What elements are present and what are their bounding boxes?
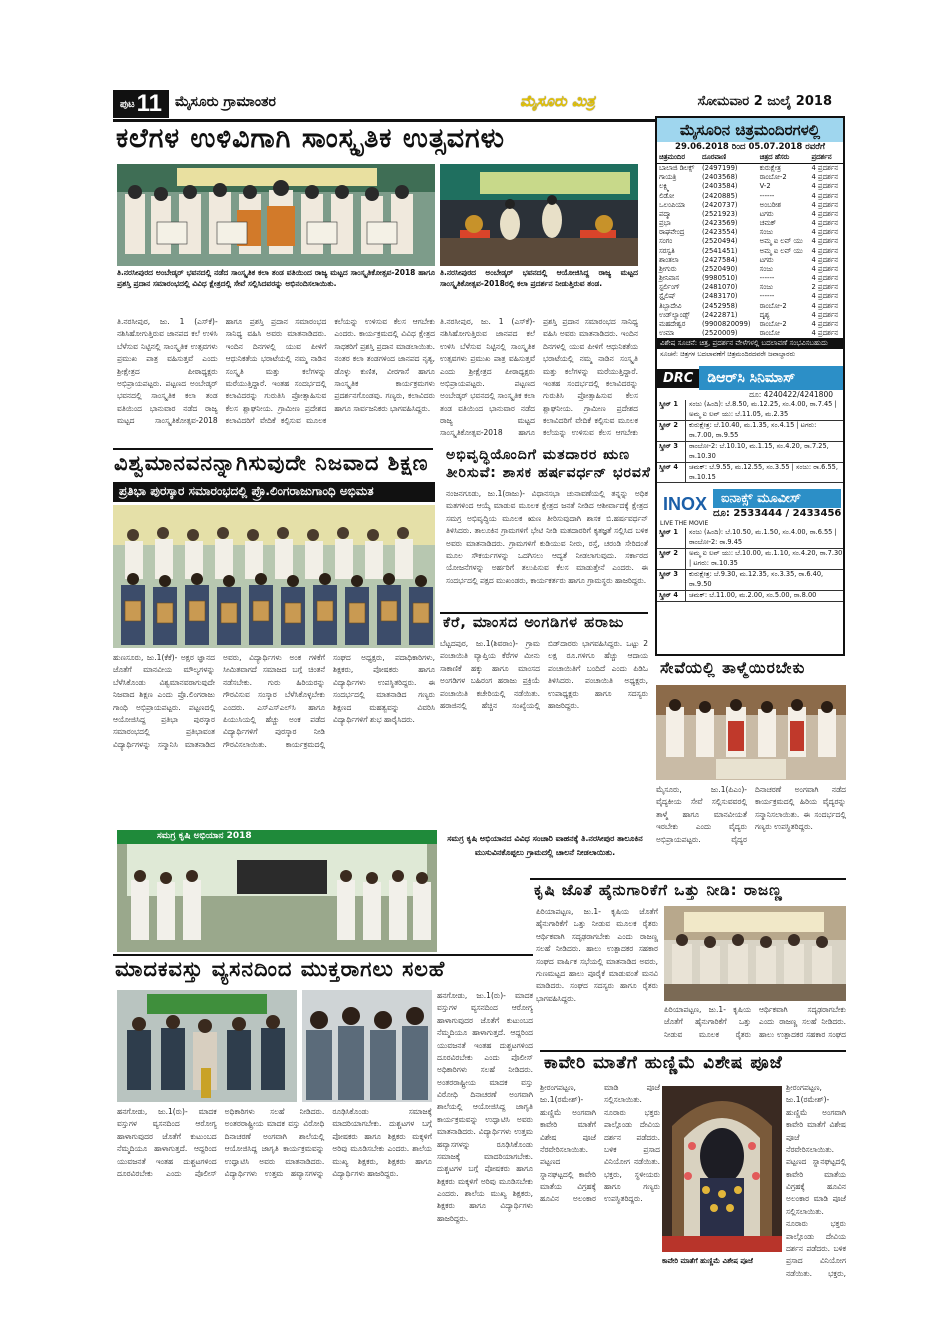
table-row: ಪದ್ಮಾ (2521923) ಟಗರು 4 ಪ್ರದರ್ಶನ [659, 209, 838, 218]
story2-body: ಹುಣಸೂರು, ಜು.1(ಕೆಕೆ)- ಅಕ್ಷರ ಜ್ಞಾನದ ಜೊತೆಗೆ ಮಾನವೀಯ ಮೌಲ್ಯಗಳನ್ನು ಬೆಳೆಸಿಕೊಂಡು ವಿಶ್ವಮಾನವರಾಗುವುದೇ ನಿಜವಾದ ಶಿಕ್ಷಣ ಎಂದು ಪ್ರೊ.ಲಿಂಗರಾಜು ಗಾಂಧಿ ಅಭಿಪ್ರಾಯಪಟ್ಟರು. ಪಟ್ಟಣದಲ್ಲಿ ಆಯೋಜಿಸಿದ್ದ ಪ್ರತಿಭಾ ಪುರಸ್ಕಾರ ಸಮಾರಂಭದಲ್ಲಿ ಪ್ರತಿಭಾವಂತ ವಿದ್ಯಾರ್ಥಿಗಳನ್ನು ಸನ್ಮಾನಿಸಿ ಮಾತನಾಡಿದ ಅವರು, ವಿದ್ಯಾರ್ಥಿಗಳು ಅಂಕ ಗಳಿಕೆಗೆ ಸೀಮಿತವಾಗದೆ ಸಮಾಜದ ಬಗ್ಗೆ ಚಿಂತನೆ ನಡೆಸಬೇಕು. ಗುರು ಹಿರಿಯರನ್ನು ಗೌರವಿಸುವ ಸಂಸ್ಕಾರ ಬೆಳೆಸಿಕೊಳ್ಳಬೇಕು ಎಂದರು. ಎಸ್‌ಎಸ್‌ಎಲ್‌ಸಿ ಹಾಗೂ ಪಿಯುಸಿಯಲ್ಲಿ ಹೆಚ್ಚು ಅಂಕ ಪಡೆದ ವಿದ್ಯಾರ್ಥಿಗಳಿಗೆ ಪುರಸ್ಕಾರ ನೀಡಿ ಗೌರವಿಸಲಾಯಿತು. ಕಾರ್ಯಕ್ರಮದಲ್ಲಿ ಸಂಘದ ಅಧ್ಯಕ್ಷರು, ಪದಾಧಿಕಾರಿಗಳು, ಶಿಕ್ಷಕರು, ಪೋಷಕರು ಹಾಗೂ ವಿದ್ಯಾರ್ಥಿಗಳು ಉಪಸ್ಥಿತರಿದ್ದರು. ಈ ಸಂದರ್ಭದಲ್ಲಿ ಮಾತನಾಡಿದ ಗಣ್ಯರು ಶಿಕ್ಷಣದ ಮಹತ್ವವನ್ನು ವಿವರಿಸಿ ವಿದ್ಯಾರ್ಥಿಗಳಿಗೆ ಶುಭ ಹಾರೈಸಿದರು. [113, 653, 435, 749]
table-row: ಲಕ್ಷ್ಮಿ (2403584) V-2 4 ಪ್ರದರ್ಶನ [659, 182, 838, 191]
story8-headline: ಕಾವೇರಿ ಮಾತೆಗೆ ಹುಣ್ಣಿಮೆ ವಿಶೇಷ ಪೂಜೆ [544, 1053, 783, 1073]
table-row: ಸ್ಟೈಲಿಷ್ (2483170) ------ 4 ಪ್ರದರ್ಶನ [659, 292, 838, 301]
page-number: 11 [136, 90, 163, 117]
inox-screens [657, 528, 843, 601]
story6-body-b: ಪಿರಿಯಾಪಟ್ಟಣ, ಜು.1- ಕೃಷಿಯ ಜೊತೆಗೆ ಹೈನುಗಾರಿಕೆಗೆ ಒತ್ತು ನೀಡುವ ಮೂಲಕ ರೈತರು ಆರ್ಥಿಕವಾಗಿ ಸದೃಢರಾಗಬೇಕು ಎಂದು ರಾಜಣ್ಣ ಸಲಹೆ ನೀಡಿದರು. ಹಾಲು ಉತ್ಪಾದಕರ ಸಹಕಾರ ಸಂಘದ [664, 1005, 846, 1039]
table-row: ಶ್ರೀಗುರು (2520490) ಸಂಜು 4 ಪ್ರದರ್ಶನ [659, 264, 838, 273]
story7-photo-1 [117, 990, 297, 1102]
story8-photo-deity [662, 1086, 782, 1252]
story7-photo-2 [302, 990, 432, 1102]
col-phone: ದೂರವಾಣಿ [700, 152, 758, 164]
inox-logo: INOX [663, 493, 708, 514]
story3-headline-1: ಅಭಿವೃದ್ಧಿಯೊಂದಿಗೆ ಮತದಾರರ ಋಣ [446, 447, 630, 463]
divider [113, 954, 533, 956]
cinema-note-dark: ವಿಶೇಷ ಸೂಚನೆ: ಚಿತ್ರ, ಪ್ರದರ್ಶನ ವೇಳೆಗಳಲ್ಲಿ ಬದಲಾವಣೆ ಸಂಭವಿಸಬಹುದು [657, 338, 843, 349]
col-shows: ಪ್ರದರ್ಶನ [809, 152, 843, 164]
drc-name: ಡಿಆರ್‌ಸಿ ಸಿನಿಮಾಸ್ [699, 366, 843, 390]
table-row: ಬಾಲಾಜಿ ಡಿಲಕ್ಸ್ (2497199) ಕುರುಕ್ಷೇತ್ರ 4 ಪ್ರದರ್ಶನ [659, 164, 838, 172]
story6-headline: ಕೃಷಿ ಜೊತೆ ಹೈನುಗಾರಿಕೆಗೆ ಒತ್ತು ನೀಡಿ: ರಾಜಣ್ಣ [534, 881, 783, 899]
table-row: ಲಿಡೋ (2420885) ------ 4 ಪ್ರದರ್ಶನ [659, 191, 838, 200]
table-row: ಒಲಂಪಿಯಾ (2420737) ಅಂಬರೀಶ 4 ಪ್ರದರ್ಶನ [659, 200, 838, 209]
story3-headline-2: ತೀರಿಸುವೆ: ಶಾಸಕ ಹರ್ಷವರ್ಧನ್ ಭರವಸೆ [446, 465, 651, 481]
divider [440, 612, 648, 614]
screen-row: ಸ್ಕ್ರೀನ್ 4 ಚಮಕ್: ಬೆ.9.55, ಮ.12.55, ಸಂ.3.55 | ಸಂಜು: ರಾ.6.55, ರಾ.10.15 [657, 463, 843, 484]
story4-body: ಬೆಟ್ಟದಪುರ, ಜು.1(ಶಿವರಾಂ)- ಗ್ರಾಮ ಪಂಚಾಯಿತಿ ವ್ಯಾಪ್ತಿಯ ಕೆರೆಗಳ ಮೀನು ಸಾಕಾಣಿಕೆ ಹಕ್ಕು ಹಾಗೂ ಮಾಂಸದ ಅಂಗಡಿಗಳ ಬಹಿರಂಗ ಹರಾಜು ಪ್ರಕ್ರಿಯೆ ಪಂಚಾಯಿತಿ ಕಚೇರಿಯಲ್ಲಿ ನಡೆಯಿತು. ಹರಾಜಿನಲ್ಲಿ ಹೆಚ್ಚಿನ ಸಂಖ್ಯೆಯಲ್ಲಿ ಬಿಡ್‌ದಾರರು ಭಾಗವಹಿಸಿದ್ದರು. ಒಟ್ಟು 2 ಲಕ್ಷ ರೂ.ಗಳಿಗೂ ಹೆಚ್ಚು ಆದಾಯ ಪಂಚಾಯಿತಿಗೆ ಬಂದಿದೆ ಎಂದು ಪಿಡಿಓ ತಿಳಿಸಿದರು. ಪಂಚಾಯಿತಿ ಅಧ್ಯಕ್ಷರು, ಉಪಾಧ್ಯಕ್ಷರು ಹಾಗೂ ಸದಸ್ಯರು ಹಾಜರಿದ್ದರು. [440, 639, 648, 710]
story1-body-a: ತಿ.ನರಸೀಪುರ, ಜು. 1 (ಎಸ್‌ಕೆ)- ನಶಿಸಿಹೋಗುತ್ತಿರುವ ಜಾನಪದ ಕಲೆ ಉಳಿಸಿ ಬೆಳೆಸುವ ನಿಟ್ಟಿನಲ್ಲಿ ಸಾಂಸ್ಕೃತಿಕ ಉತ್ಸವಗಳು ಪ್ರಮುಖ ಪಾತ್ರ ವಹಿಸುತ್ತವೆ ಎಂದು ಶ್ರೀಕ್ಷೇತ್ರದ ಪೀಠಾಧ್ಯಕ್ಷರು ಅಭಿಪ್ರಾಯಪಟ್ಟರು. ಪಟ್ಟಣದ ಅಂಬೇಡ್ಕರ್ ಭವನದಲ್ಲಿ ಸಾಂಸ್ಕೃತಿಕ ಕಲಾ ತಂಡ ವತಿಯಿಂದ ಭಾನುವಾರ ನಡೆದ ರಾಜ್ಯ ಮಟ್ಟದ ಸಾಂಸ್ಕೃತಿಕೋತ್ಸವ-2018 ಹಾಗೂ ಪ್ರಶಸ್ತಿ ಪ್ರದಾನ ಸಮಾರಂಭದ ಸಾನಿಧ್ಯ ವಹಿಸಿ ಅವರು ಮಾತನಾಡಿದರು. ಇಂದಿನ ದಿನಗಳಲ್ಲಿ ಯುವ ಪೀಳಿಗೆ ಆಧುನಿಕತೆಯ ಭರಾಟೆಯಲ್ಲಿ ನಮ್ಮ ನಾಡಿನ ಸಂಸ್ಕೃತಿ ಮತ್ತು ಕಲೆಗಳನ್ನು ಮರೆಯುತ್ತಿದ್ದಾರೆ. ಇಂತಹ ಸಂದರ್ಭದಲ್ಲಿ ಕಲಾವಿದರನ್ನು ಗುರುತಿಸಿ ಪ್ರೋತ್ಸಾಹಿಸುವ ಕೆಲಸ ಶ್ಲಾಘನೀಯ. ಗ್ರಾಮೀಣ ಪ್ರದೇಶದ ಕಲಾವಿದರಿಗೆ ವೇದಿಕೆ ಕಲ್ಪಿಸುವ ಮೂಲಕ ಕಲೆಯನ್ನು ಉಳಿಸುವ ಕೆಲಸ ಆಗಬೇಕು ಎಂದರು. ಕಾರ್ಯಕ್ರಮದಲ್ಲಿ ವಿವಿಧ ಕ್ಷೇತ್ರದ ಸಾಧಕರಿಗೆ ಪ್ರಶಸ್ತಿ ಪ್ರದಾನ ಮಾಡಲಾಯಿತು. ನಂತರ ಕಲಾ ತಂಡಗಳಿಂದ ಜಾನಪದ ನೃತ್ಯ, ಡೊಳ್ಳು ಕುಣಿತ, ವೀರಗಾಸೆ ಹಾಗೂ ಸಾಂಸ್ಕೃತಿಕ ಕಾರ್ಯಕ್ರಮಗಳು ಪ್ರದರ್ಶನಗೊಂಡವು. ಗಣ್ಯರು, ಕಲಾವಿದರು ಹಾಗೂ ಸಾರ್ವಜನಿಕರು ಭಾಗವಹಿಸಿದ್ದರು. [117, 317, 435, 425]
table-row: ತಿಬ್ಬಾದೇವಿ (2452958) ರಾಂಬೋ-2 4 ಪ್ರದರ್ಶನ [659, 301, 838, 310]
story1-headline: ಕಲೆಗಳ ಉಳಿವಿಗಾಗಿ ಸಾಂಸ್ಕೃತಿಕ ಉತ್ಸವಗಳು [116, 123, 505, 154]
divider [530, 878, 846, 880]
story7-body-b: ಹನಗೋಡು, ಜು.1(ರು)- ಮಾದಕ ವಸ್ತುಗಳ ವ್ಯಸನದಿಂದ ಆರೋಗ್ಯ ಹಾಳಾಗುವುದರ ಜೊತೆಗೆ ಕುಟುಂಬದ ನೆಮ್ಮದಿಯೂ ಹಾಳಾಗುತ್ತದೆ. ಆದ್ದರಿಂದ ಯುವಜನತೆ ಇಂತಹ ದುಶ್ಚಟಗಳಿಂದ ದೂರವಿರಬೇಕು ಎಂದು ಪೊಲೀಸ್ ಅಧಿಕಾರಿಗಳು ಸಲಹೆ ನೀಡಿದರು. ಅಂತರರಾಷ್ಟ್ರೀಯ ಮಾದಕ ವಸ್ತು ವಿರೋಧಿ ದಿನಾಚರಣೆ ಅಂಗವಾಗಿ ಶಾಲೆಯಲ್ಲಿ ಆಯೋಜಿಸಿದ್ದ ಜಾಗೃತಿ ಕಾರ್ಯಕ್ರಮವನ್ನು ಉದ್ಘಾಟಿಸಿ ಅವರು ಮಾತನಾಡಿದರು. ವಿದ್ಯಾರ್ಥಿಗಳು ಉತ್ತಮ ಹವ್ಯಾಸಗಳನ್ನು ರೂಢಿಸಿಕೊಂಡು ಸಮಾಜಕ್ಕೆ ಮಾದರಿಯಾಗಬೇಕು. ದುಶ್ಚಟಗಳ ಬಗ್ಗೆ ಪೋಷಕರು ಹಾಗೂ ಶಿಕ್ಷಕರು ಮಕ್ಕಳಿಗೆ ಅರಿವು ಮೂಡಿಸಬೇಕು ಎಂದರು. ಶಾಲೆಯ ಮುಖ್ಯ ಶಿಕ್ಷಕರು, ಶಿಕ್ಷಕರು ಹಾಗೂ ವಿದ್ಯಾರ್ಥಿಗಳು ಹಾಜರಿದ್ದರು. [437, 991, 533, 1223]
story3-body: ನಂಜನಗೂಡು, ಜು.1(ರಾಜು)- ವಿಧಾನಸಭಾ ಚುನಾವಣೆಯಲ್ಲಿ ತನ್ನನ್ನು ಅಧಿಕ ಮತಗಳಿಂದ ಆಯ್ಕೆ ಮಾಡುವ ಮೂಲಕ ಕ್ಷೇತ್ರದ ಜನತೆ ನೀಡಿದ ಆಶೀರ್ವಾದಕ್ಕೆ ಕ್ಷೇತ್ರದ ಸಮಗ್ರ ಅಭಿವೃದ್ಧಿಯ ಮೂಲಕ ಋಣ ತೀರಿಸುವುದಾಗಿ ಶಾಸಕ ಬಿ.ಹರ್ಷವರ್ಧನ್ ತಿಳಿಸಿದರು. ತಾಲೂಕಿನ ಗ್ರಾಮಗಳಿಗೆ ಭೇಟಿ ನೀಡಿ ಮತದಾರರಿಗೆ ಕೃತಜ್ಞತೆ ಸಲ್ಲಿಸಿದ ಬಳಿಕ ಅವರು ಮಾತನಾಡಿದರು. ಗ್ರಾಮಗಳಿಗೆ ಕುಡಿಯುವ ನೀರು, ರಸ್ತೆ, ಚರಂಡಿ ಸೇರಿದಂತೆ ಮೂಲ ಸೌಕರ್ಯಗಳನ್ನು ಒದಗಿಸಲು ಆದ್ಯತೆ ನೀಡಲಾಗುವುದು. ಸರ್ಕಾರದ ಯೋಜನೆಗಳನ್ನು ಅರ್ಹರಿಗೆ ತಲುಪಿಸುವ ಕೆಲಸ ಮಾಡುತ್ತೇನೆ ಎಂದರು. ಈ ಸಂದರ್ಭದಲ್ಲಿ ಪಕ್ಷದ ಮುಖಂಡರು, ಕಾರ್ಯಕರ್ತರು ಹಾಗೂ ಗ್ರಾಮಸ್ಥರು ಹಾಜರಿದ್ದರು. [446, 489, 648, 585]
story1-body-b: ತಿ.ನರಸೀಪುರ, ಜು. 1 (ಎಸ್‌ಕೆ)- ನಶಿಸಿಹೋಗುತ್ತಿರುವ ಜಾನಪದ ಕಲೆ ಉಳಿಸಿ ಬೆಳೆಸುವ ನಿಟ್ಟಿನಲ್ಲಿ ಸಾಂಸ್ಕೃತಿಕ ಉತ್ಸವಗಳು ಪ್ರಮುಖ ಪಾತ್ರ ವಹಿಸುತ್ತವೆ ಎಂದು ಶ್ರೀಕ್ಷೇತ್ರದ ಪೀಠಾಧ್ಯಕ್ಷರು ಅಭಿಪ್ರಾಯಪಟ್ಟರು. ಪಟ್ಟಣದ ಅಂಬೇಡ್ಕರ್ ಭವನದಲ್ಲಿ ಸಾಂಸ್ಕೃತಿಕ ಕಲಾ ತಂಡ ವತಿಯಿಂದ ಭಾನುವಾರ ನಡೆದ ರಾಜ್ಯ ಮಟ್ಟದ ಸಾಂಸ್ಕೃತಿಕೋತ್ಸವ-2018 ಹಾಗೂ ಪ್ರಶಸ್ತಿ ಪ್ರದಾನ ಸಮಾರಂಭದ ಸಾನಿಧ್ಯ ವಹಿಸಿ ಅವರು ಮಾತನಾಡಿದರು. ಇಂದಿನ ದಿನಗಳಲ್ಲಿ ಯುವ ಪೀಳಿಗೆ ಆಧುನಿಕತೆಯ ಭರಾಟೆಯಲ್ಲಿ ನಮ್ಮ ನಾಡಿನ ಸಂಸ್ಕೃತಿ ಮತ್ತು ಕಲೆಗಳನ್ನು ಮರೆಯುತ್ತಿದ್ದಾರೆ. ಇಂತಹ ಸಂದರ್ಭದಲ್ಲಿ ಕಲಾವಿದರನ್ನು ಗುರುತಿಸಿ ಪ್ರೋತ್ಸಾಹಿಸುವ ಕೆಲಸ ಶ್ಲಾಘನೀಯ. ಗ್ರಾಮೀಣ ಪ್ರದೇಶದ ಕಲಾವಿದರಿಗೆ ವೇದಿಕೆ ಕಲ್ಪಿಸುವ ಮೂಲಕ ಕಲೆಯನ್ನು ಉಳಿಸುವ ಕೆಲಸ ಆಗಬೇಕು [440, 317, 638, 438]
banner-caption: ಸಮಗ್ರ ಕೃಷಿ ಅಭಿಯಾನದ ವಿವಿಧ ಸಂಚಾರಿ ವಾಹನಕ್ಕೆ ತಿ.ನರಸೀಪುರ ತಾಲೂಕಿನ ಮುಸುವಿನಕೊಪ್ಪಲು ಗ್ರಾಮದಲ್ಲಿ ಚಾಲನೆ ನೀಡಲಾಯಿತು. [447, 834, 643, 857]
inox-tagline: LIVE THE MOVIE [660, 520, 709, 528]
table-row: ಮಹದೇಶ್ವರ (9900820099) ರಾಂಬೋ-2 4 ಪ್ರದರ್ಶನ [659, 319, 838, 328]
story2-subhead: ಪ್ರತಿಭಾ ಪುರಸ್ಕಾರ ಸಮಾರಂಭದಲ್ಲಿ ಪ್ರೊ.ಲಿಂಗರಾಜುಗಾಂಧಿ ಅಭಿಮತ [113, 482, 435, 502]
screen-row: ಸ್ಕ್ರೀನ್ 2 ಅಮ್ಮ ಐ ಲವ್ ಯು: ಬೆ.10.00, ಮ.1.10, ಸಂ.4.20, ರಾ.7.30 | ಟಗರು: ರಾ.10.35 [657, 549, 843, 570]
story4-headline: ಕೆರೆ, ಮಾಂಸದ ಅಂಗಡಿಗಳ ಹರಾಜು [443, 615, 625, 631]
table-row: ಗಾಯತ್ರಿ (2403568) ರಾಂಬೋ-2 4 ಪ್ರದರ್ಶನ [659, 173, 838, 182]
story1-photo-award [117, 164, 435, 266]
page-label: ಪುಟ [119, 98, 135, 110]
cinema-listing-box [655, 116, 845, 656]
story8-photo-caption: ಕಾವೇರಿ ಮಾತೆಗೆ ಹುಣ್ಣಿಮೆ ವಿಶೇಷ ಪೂಜೆ [662, 1257, 753, 1265]
col-film: ಚಿತ್ರದ ಹೆಸರು [758, 152, 810, 164]
story1-photo-dance [440, 164, 638, 266]
table-row: ಸಂಗಂ (2520494) ಅಮ್ಮ ಐ ಲವ್ ಯು 4 ಪ್ರದರ್ಶನ [659, 237, 838, 246]
drc-logo: DRC [657, 369, 699, 388]
cinema-dates: 29.06.2018 ರಿಂದ 05.07.2018 ರವರೆಗೆ [675, 142, 825, 152]
masthead-logo: ಮೈಸೂರು ಮಿತ್ರ [520, 92, 595, 110]
story2-headline: ವಿಶ್ವಮಾನವನನ್ನಾಗಿಸುವುದೇ ನಿಜವಾದ ಶಿಕ್ಷಣ [114, 451, 429, 475]
banner-sign: ಸಮಗ್ರ ಕೃಷಿ ಅಭಿಯಾನ 2018 [157, 831, 252, 841]
table-row: ರಾಘವೇಂದ್ರ (2423554) ಸಂಜು 4 ಪ್ರದರ್ಶನ [659, 228, 838, 237]
story1-caption1: ತಿ.ನರಸೀಪುರದ ಅಂಬೇಡ್ಕರ್ ಭವನದಲ್ಲಿ ನಡೆದ ಸಾಂಸ್ಕೃತಿಕ ಕಲಾ ತಂಡ ವತಿಯಿಂದ ರಾಜ್ಯ ಮಟ್ಟದ ಸಾಂಸ್ಕೃತಿಕೋತ್ಸವ-2018 ಹಾಗೂ ಪ್ರಶಸ್ತಿ ಪ್ರದಾನ ಸಮಾರಂಭದಲ್ಲಿ ವಿವಿಧ ಕ್ಷೇತ್ರದಲ್ಲಿ ಸೇವೆ ಸಲ್ಲಿಸಿದವರನ್ನು ಅಭಿನಂದಿಸಲಾಯಿತು. [117, 268, 435, 288]
cinema-table [657, 152, 843, 338]
story5-headline: ಸೇವೆಯಲ್ಲಿ ತಾಳ್ಮೆಯಿರಬೇಕು [660, 659, 806, 677]
story8-body-b: ಶ್ರೀರಂಗಪಟ್ಟಣ, ಜು.1(ರಮೇಶ್)- ಹುಣ್ಣಿಮೆ ಅಂಗವಾಗಿ ಕಾವೇರಿ ಮಾತೆಗೆ ವಿಶೇಷ ಪೂಜೆ ನೆರವೇರಿಸಲಾಯಿತು. ಪಟ್ಟಣದ ಸ್ನಾನಘಟ್ಟದಲ್ಲಿ ಕಾವೇರಿ ಮಾತೆಯ ವಿಗ್ರಹಕ್ಕೆ ಹೂವಿನ ಅಲಂಕಾರ ಮಾಡಿ ಪೂಜೆ ಸಲ್ಲಿಸಲಾಯಿತು. ನೂರಾರು ಭಕ್ತರು ಪಾಲ್ಗೊಂಡು ದೇವಿಯ ದರ್ಶನ ಪಡೆದರು. ಬಳಿಕ ಪ್ರಸಾದ ವಿನಿಯೋಗ ನಡೆಯಿತು. ಭಕ್ತರು, [786, 1083, 846, 1278]
screen-row: ಸ್ಕ್ರೀನ್ 3 ರಾಂಬೋ-2: ಬೆ.10.10, ಮ.1.15, ಸಂ.4.20, ರಾ.7.25, ರಾ.10.30 [657, 442, 843, 463]
screen-row: ಸ್ಕ್ರೀನ್ 1 ಸಂಜು (ಹಿಂದಿ): ಬೆ.8.50, ಮ.12.25, ಸಂ.4.00, ರಾ.7.45 | ಅಮ್ಮ ಐ ಲವ್ ಯು: ಬೆ.11.05, ಮ.2.35 [657, 400, 843, 421]
story7-body-a: ಹನಗೋಡು, ಜು.1(ರು)- ಮಾದಕ ವಸ್ತುಗಳ ವ್ಯಸನದಿಂದ ಆರೋಗ್ಯ ಹಾಳಾಗುವುದರ ಜೊತೆಗೆ ಕುಟುಂಬದ ನೆಮ್ಮದಿಯೂ ಹಾಳಾಗುತ್ತದೆ. ಆದ್ದರಿಂದ ಯುವಜನತೆ ಇಂತಹ ದುಶ್ಚಟಗಳಿಂದ ದೂರವಿರಬೇಕು ಎಂದು ಪೊಲೀಸ್ ಅಧಿಕಾರಿಗಳು ಸಲಹೆ ನೀಡಿದರು. ಅಂತರರಾಷ್ಟ್ರೀಯ ಮಾದಕ ವಸ್ತು ವಿರೋಧಿ ದಿನಾಚರಣೆ ಅಂಗವಾಗಿ ಶಾಲೆಯಲ್ಲಿ ಆಯೋಜಿಸಿದ್ದ ಜಾಗೃತಿ ಕಾರ್ಯಕ್ರಮವನ್ನು ಉದ್ಘಾಟಿಸಿ ಅವರು ಮಾತನಾಡಿದರು. ವಿದ್ಯಾರ್ಥಿಗಳು ಉತ್ತಮ ಹವ್ಯಾಸಗಳನ್ನು ರೂಢಿಸಿಕೊಂಡು ಸಮಾಜಕ್ಕೆ ಮಾದರಿಯಾಗಬೇಕು. ದುಶ್ಚಟಗಳ ಬಗ್ಗೆ ಪೋಷಕರು ಹಾಗೂ ಶಿಕ್ಷಕರು ಮಕ್ಕಳಿಗೆ ಅರಿವು ಮೂಡಿಸಬೇಕು ಎಂದರು. ಶಾಲೆಯ ಮುಖ್ಯ ಶಿಕ್ಷಕರು, ಶಿಕ್ಷಕರು ಹಾಗೂ ವಿದ್ಯಾರ್ಥಿಗಳು ಹಾಜರಿದ್ದರು. [117, 1107, 432, 1178]
drc-screens [657, 400, 843, 483]
issue-date: ಸೋಮವಾರ 2 ಜುಲೈ 2018 [697, 94, 832, 109]
story2-photo [113, 505, 435, 648]
section-name: ಮೈಸೂರು ಗ್ರಾಮಾಂತರ [175, 94, 276, 110]
story6-body: ಪಿರಿಯಾಪಟ್ಟಣ, ಜು.1- ಕೃಷಿಯ ಜೊತೆಗೆ ಹೈನುಗಾರಿಕೆಗೆ ಒತ್ತು ನೀಡುವ ಮೂಲಕ ರೈತರು ಆರ್ಥಿಕವಾಗಿ ಸದೃಢರಾಗಬೇಕು ಎಂದು ರಾಜಣ್ಣ ಸಲಹೆ ನೀಡಿದರು. ಹಾಲು ಉತ್ಪಾದಕರ ಸಹಕಾರ ಸಂಘದ ವಾರ್ಷಿಕ ಸಭೆಯಲ್ಲಿ ಮಾತನಾಡಿದ ಅವರು, ಗುಣಮಟ್ಟದ ಹಾಲು ಪೂರೈಕೆ ಮಾಡುವಂತೆ ಮನವಿ ಮಾಡಿದರು. ಸಂಘದ ಸದಸ್ಯರು ಹಾಗೂ ರೈತರು ಭಾಗವಹಿಸಿದ್ದರು. [536, 907, 658, 1003]
divider [540, 1050, 846, 1052]
inox-header [657, 489, 843, 519]
story6-photo [664, 906, 846, 1001]
table-row: ಸರಸ್ವತಿ (2541451) ಅಮ್ಮ ಐ ಲವ್ ಯು 4 ಪ್ರದರ್ಶನ [659, 246, 838, 255]
table-row: ಸ್ಟರ್ಲಿಂಗ್ (2481070) ಸಂಜು 2 ಪ್ರದರ್ಶನ [659, 283, 838, 292]
cinema-title: ಮೈಸೂರಿನ ಚಿತ್ರಮಂದಿರಗಳಲ್ಲಿ [657, 118, 843, 142]
story7-headline: ಮಾದಕವಸ್ತು ವ್ಯಸನದಿಂದ ಮುಕ್ತರಾಗಲು ಸಲಹೆ [115, 957, 446, 981]
story8-body-a: ಶ್ರೀರಂಗಪಟ್ಟಣ, ಜು.1(ರಮೇಶ್)- ಹುಣ್ಣಿಮೆ ಅಂಗವಾಗಿ ಕಾವೇರಿ ಮಾತೆಗೆ ವಿಶೇಷ ಪೂಜೆ ನೆರವೇರಿಸಲಾಯಿತು. ಪಟ್ಟಣದ ಸ್ನಾನಘಟ್ಟದಲ್ಲಿ ಕಾವೇರಿ ಮಾತೆಯ ವಿಗ್ರಹಕ್ಕೆ ಹೂವಿನ ಅಲಂಕಾರ ಮಾಡಿ ಪೂಜೆ ಸಲ್ಲಿಸಲಾಯಿತು. ನೂರಾರು ಭಕ್ತರು ಪಾಲ್ಗೊಂಡು ದೇವಿಯ ದರ್ಶನ ಪಡೆದರು. ಬಳಿಕ ಪ್ರಸಾದ ವಿನಿಯೋಗ ನಡೆಯಿತು. ಭಕ್ತರು, ಸ್ಥಳೀಯರು ಹಾಗೂ ಗಣ್ಯರು ಉಪಸ್ಥಿತರಿದ್ದರು. [540, 1083, 660, 1204]
divider [113, 448, 433, 450]
banner-photo [117, 830, 437, 952]
table-row: ಪ್ರಭಾ (2423569) ಚಮಕ್ 4 ಪ್ರದರ್ಶನ [659, 219, 838, 228]
table-row: ಉಡ್‌ಲ್ಯಾಂಡ್ಸ್ (2422871) ದೃಶ್ಯ 4 ಪ್ರದರ್ಶನ [659, 310, 838, 319]
screen-row: ಸ್ಕ್ರೀನ್ 3 ಕುರುಕ್ಷೇತ್ರ: ಬೆ.9.30, ಮ.12.35, ಸಂ.3.35, ರಾ.6.40, ರಾ.9.50 [657, 570, 843, 591]
inox-phone: ದೂ: 2533444 / 2433456 [713, 508, 842, 520]
drc-header [657, 366, 843, 390]
table-row: ಉಮಾ (2520009) ರಾಂಬೋ 4 ಪ್ರದರ್ಶನ [659, 329, 838, 338]
table-row: ಶ್ರೀನಿವಾಸ (9980510) ------ 4 ಪ್ರದರ್ಶನ [659, 274, 838, 283]
story5-photo [656, 685, 846, 780]
screen-row: ಸ್ಕ್ರೀನ್ 1 ಸಂಜು (ಹಿಂದಿ): ಬೆ.10.50, ಮ.1.50, ಸಂ.4.00, ರಾ.6.55 | ರಾಂಬೋ-2: ರಾ.9.45 [657, 528, 843, 549]
drc-phone: ದೂ: 4240422/4241800 [749, 390, 833, 400]
table-row: ಶಾಂತಲಾ (2427584) ಟಗರು 4 ಪ್ರದರ್ಶನ [659, 255, 838, 264]
screen-row: ಸ್ಕ್ರೀನ್ 4 ಚಮಕ್: ಬೆ.11.00, ಮ.2.00, ಸಂ.5.00, ರಾ.8.00 [657, 591, 843, 602]
story1-caption2: ತಿ.ನರಸೀಪುರದ ಅಂಬೇಡ್ಕರ್ ಭವನದಲ್ಲಿ ಆಯೋಜಿಸಿದ್ದ ರಾಜ್ಯ ಮಟ್ಟದ ಸಾಂಸ್ಕೃತಿಕೋತ್ಸವ-2018ರಲ್ಲಿ ಕಲಾ ಪ್ರದರ್ಶನ ನೀಡುತ್ತಿರುವ ತಂಡ. [440, 268, 638, 288]
story5-body: ಮೈಸೂರು, ಜು.1(ಪಿಎಂ)- ವೈದ್ಯಕೀಯ ಸೇವೆ ಸಲ್ಲಿಸುವವರಲ್ಲಿ ತಾಳ್ಮೆ ಹಾಗೂ ಮಾನವೀಯತೆ ಇರಬೇಕು ಎಂದು ವೈದ್ಯರು ಅಭಿಪ್ರಾಯಪಟ್ಟರು. ವೈದ್ಯರ ದಿನಾಚರಣೆ ಅಂಗವಾಗಿ ನಡೆದ ಕಾರ್ಯಕ್ರಮದಲ್ಲಿ ಹಿರಿಯ ವೈದ್ಯರನ್ನು ಸನ್ಮಾನಿಸಲಾಯಿತು. ಈ ಸಂದರ್ಭದಲ್ಲಿ ಗಣ್ಯರು ಉಪಸ್ಥಿತರಿದ್ದರು. [656, 785, 846, 844]
inox-name: ಐನಾಕ್ಸ್ ಮೂವೀಸ್ [713, 489, 841, 508]
cinema-note: ಸೂಚನೆ: ಚಿತ್ರಗಳ ಬದಲಾವಣೆಗೆ ಚಿತ್ರಮಂದಿರದವರೇ ಜವಾಬ್ದಾರರು [660, 350, 796, 359]
col-theatre: ಚಿತ್ರಮಂದಿರ [657, 152, 700, 164]
screen-row: ಸ್ಕ್ರೀನ್ 2 ಕುರುಕ್ಷೇತ್ರ: ಬೆ.10.40, ಮ.1.35, ಸಂ.4.15 | ಟಗರು: ರಾ.7.00, ರಾ.9.55 [657, 421, 843, 442]
page-number-badge [113, 90, 169, 118]
